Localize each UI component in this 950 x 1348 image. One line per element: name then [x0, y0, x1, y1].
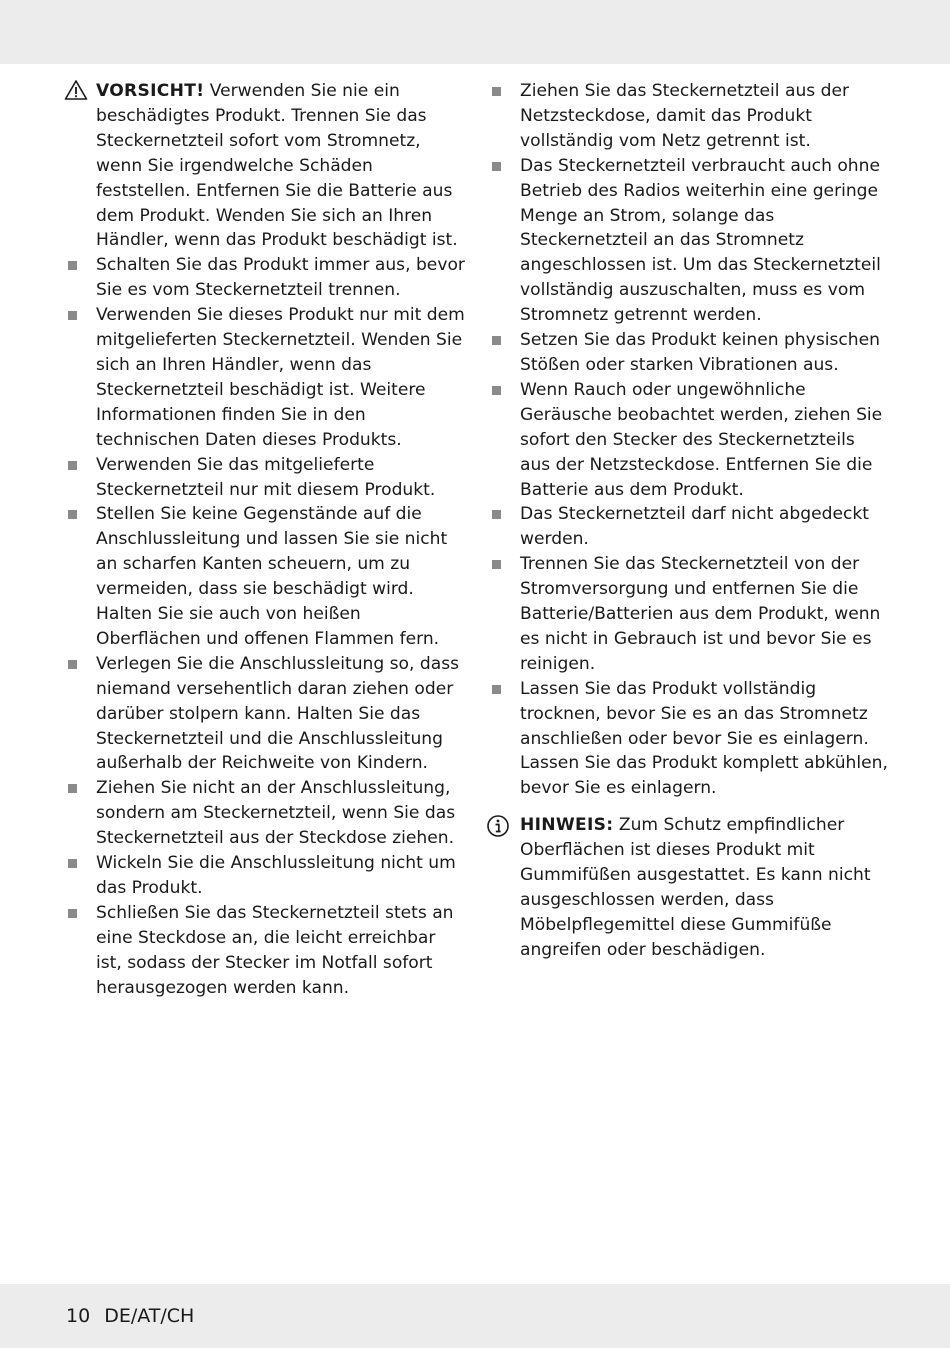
list-item-text: Ziehen Sie nicht an der Anschlussleitung, sondern am Steckernetzteil, wenn Sie das Steckernetzteil aus der Steckdose ziehen.: [96, 778, 456, 849]
list-item: [490, 328, 890, 378]
square-bullet-icon: [492, 510, 501, 519]
list-item: [66, 253, 466, 303]
square-bullet-icon: [492, 162, 501, 171]
list-item-text: Das Steckernetzteil verbraucht auch ohne Betrieb des Radios weiterhin eine geringe Menge an Strom, solange das Steckernetzteil an das Stromnetz angeschlossen ist. Um das Steckernetzteil vollständig auszuschalten, muss es vom Stromnetz getrennt werden.: [520, 155, 881, 326]
warning-text: Verwenden Sie nie ein beschädigtes Produkt. Trennen Sie das Steckernetzteil sofort vom Stromnetz, wenn Sie irgendwelche Schäden feststellen. Entfernen Sie die Batterie aus dem Produkt. Wenden Sie sich an Ihren Händler, wenn das Produkt beschädigt ist.: [96, 81, 458, 251]
locale-label: DE/AT/CH: [104, 1305, 195, 1327]
list-item-text: Verlegen Sie die Anschlussleitung so, dass niemand versehentlich daran ziehen oder darüber stolpern kann. Halten Sie das Steckernetzteil und die Anschlussleitung außerhalb der Reichweite von Kindern.: [96, 653, 460, 774]
warning-label: VORSICHT!: [96, 81, 205, 101]
square-bullet-icon: [68, 660, 77, 669]
list-item: [66, 453, 466, 503]
list-item-text: Setzen Sie das Produkt keinen physischen Stößen oder starken Vibrationen aus.: [520, 330, 880, 375]
square-bullet-icon: [492, 685, 501, 694]
list-item-text: Wenn Rauch oder ungewöhnliche Geräusche beobachtet werden, ziehen Sie sofort den Stecker des Steckernetzteils aus der Netzsteckdose. Entfernen Sie die Batterie aus dem Produkt.: [520, 379, 883, 500]
page-number: 10: [66, 1305, 91, 1327]
list-item-text: Lassen Sie das Produkt vollständig trocknen, bevor Sie es an das Stromnetz anschließen oder bevor Sie es einlagern. Lassen Sie das Produkt komplett abkühlen, bevor Sie es einlagern.: [520, 678, 888, 799]
note-block: [490, 813, 890, 962]
square-bullet-icon: [68, 510, 77, 519]
list-item: [490, 552, 890, 677]
list-item: [490, 154, 890, 328]
header-band: [0, 0, 950, 64]
square-bullet-icon: [68, 784, 77, 793]
note-text: Zum Schutz empfindlicher Oberflächen ist dieses Produkt mit Gummifüßen ausgestattet. Es kann nicht ausgeschlossen werden, dass Möbelpflegemittel diese Gummifüße angreifen oder beschädigen.: [520, 815, 871, 960]
square-bullet-icon: [68, 909, 77, 918]
list-item: [490, 378, 890, 503]
list-item-text: Verwenden Sie das mitgelieferte Steckernetzteil nur mit diesem Produkt.: [96, 454, 436, 500]
list-item: [66, 652, 466, 777]
list-item: [490, 79, 890, 154]
left-column: [66, 79, 466, 1001]
list-item: [66, 502, 466, 651]
warning-triangle-icon: [64, 79, 88, 101]
list-item: [490, 502, 890, 552]
list-item-text: Schließen Sie das Steckernetzteil stets an eine Steckdose an, die leicht erreichbar ist, sodass der Stecker im Notfall sofort herausgezogen werden kann.: [96, 902, 454, 998]
square-bullet-icon: [492, 386, 501, 395]
right-bullet-list: [490, 79, 890, 801]
list-item-text: Trennen Sie das Steckernetzteil von der Stromversorgung und entfernen Sie die Batterie/Batterien aus dem Produkt, wenn es nicht in Gebrauch ist und bevor Sie es reinigen.: [520, 554, 881, 674]
list-item-text: Das Steckernetzteil darf nicht abgedeckt werden.: [520, 504, 869, 550]
list-item: [66, 901, 466, 1001]
left-bullet-list: [66, 253, 466, 1000]
list-item: [66, 303, 466, 452]
note-label: HINWEIS:: [520, 815, 614, 836]
list-item: [66, 851, 466, 901]
square-bullet-icon: [68, 859, 77, 868]
square-bullet-icon: [492, 560, 501, 569]
list-item-text: Verwenden Sie dieses Produkt nur mit dem mitgelieferten Steckernetzteil. Wenden Sie sich an Ihren Händler, wenn das Steckernetzteil beschädigt ist. Weitere Informationen finden Sie in den technischen Daten dieses Produkts.: [96, 305, 465, 450]
warning-block: [66, 79, 466, 253]
info-icon: [486, 814, 510, 838]
list-item-text: Stellen Sie keine Gegenstände auf die Anschlussleitung und lassen Sie sie nicht an scharfen Kanten scheuern, um zu vermeiden, dass sie beschädigt wird. Halten Sie sie auch von heißen Oberflächen und offenen Flammen fern.: [96, 504, 448, 649]
list-item-text: Wickeln Sie die Anschlussleitung nicht um das Produkt.: [96, 853, 456, 898]
list-item: [490, 677, 890, 802]
square-bullet-icon: [68, 261, 77, 270]
square-bullet-icon: [68, 311, 77, 320]
list-item: [66, 776, 466, 851]
square-bullet-icon: [492, 336, 501, 345]
right-column: [490, 79, 890, 963]
square-bullet-icon: [68, 461, 77, 470]
list-item-text: Ziehen Sie das Steckernetzteil aus der Netzsteckdose, damit das Produkt vollständig vom Netz getrennt ist.: [520, 81, 850, 151]
square-bullet-icon: [492, 87, 501, 96]
page-footer: [66, 1304, 194, 1328]
list-item-text: Schalten Sie das Produkt immer aus, bevor Sie es vom Steckernetzteil trennen.: [96, 255, 465, 301]
